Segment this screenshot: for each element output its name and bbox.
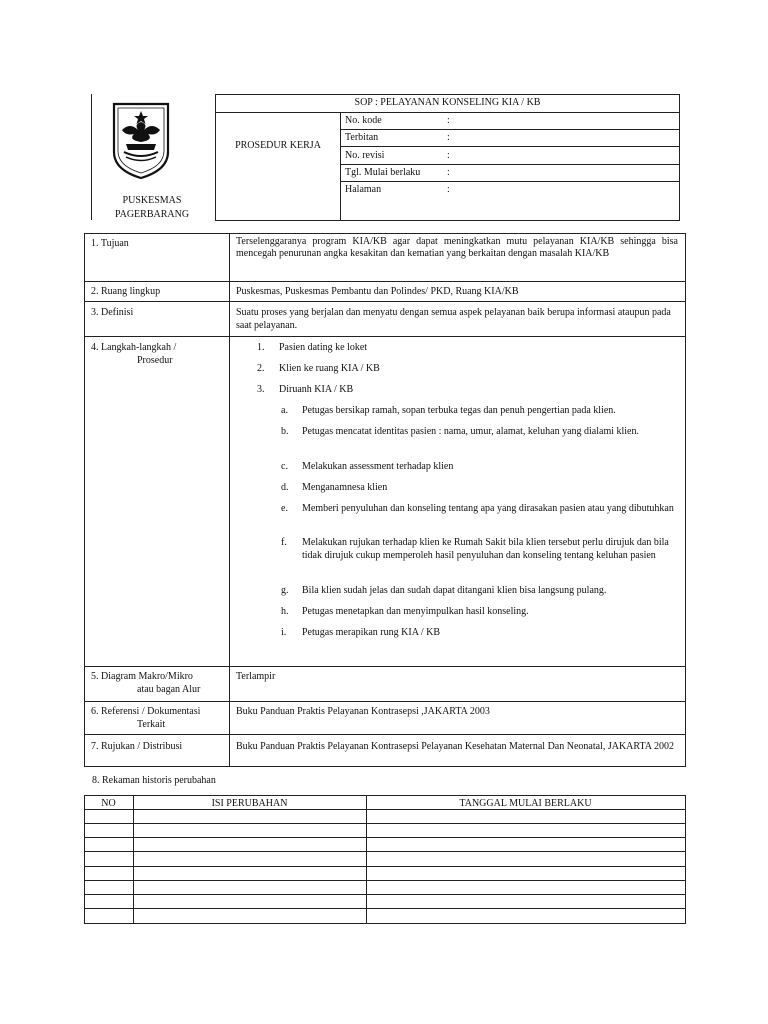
table-left-border <box>84 233 85 766</box>
history-row-line <box>84 823 686 824</box>
substep-letter: e. <box>281 503 288 514</box>
table-right-border <box>685 233 686 766</box>
substep-text: Bila klien sudah jelas dan sudah dapat ditangani klien bisa langsung pulang. <box>302 585 607 596</box>
header-col-border-1 <box>215 94 216 221</box>
section-title: PROSEDUR KERJA <box>235 140 321 151</box>
label-referensi-sub: Terkait <box>137 719 166 730</box>
substep-text: Menganamnesa klien <box>302 482 388 493</box>
meta-row-divider <box>340 181 680 182</box>
label-langkah: 4. Langkah-langkah / <box>91 342 177 353</box>
label-diagram-sub: atau bagan Alur <box>137 684 201 695</box>
sop-title: SOP : PELAYANAN KONSELING KIA / KB <box>354 97 541 108</box>
label-definisi: 3. Definisi <box>91 307 134 318</box>
label-referensi: 6. Referensi / Dokumentasi <box>91 706 201 717</box>
meta-sep: : <box>447 115 450 126</box>
header-right-border <box>679 94 680 221</box>
header-divider <box>215 112 680 113</box>
org-name-line2: PAGERBARANG <box>114 209 190 220</box>
substep-letter: h. <box>281 606 289 617</box>
meta-sep: : <box>447 184 450 195</box>
step-number: 3. <box>257 384 265 395</box>
history-left-border <box>84 795 85 924</box>
history-row-line <box>84 851 686 852</box>
row-divider <box>84 734 686 735</box>
row-divider <box>84 281 686 282</box>
history-row-line <box>84 837 686 838</box>
text-ruang-lingkup: Puskesmas, Puskesmas Pembantu dan Polindes/ PKD, Ruang KIA/KB <box>236 286 519 297</box>
row-divider <box>84 666 686 667</box>
history-col-divider <box>133 795 134 924</box>
table-col-divider <box>229 233 230 766</box>
meta-label-halaman: Halaman <box>345 184 382 195</box>
step-text: Klien ke ruang KIA / KB <box>279 363 380 374</box>
history-right-border <box>685 795 686 924</box>
step-number: 1. <box>257 342 265 353</box>
history-row-line <box>84 795 686 796</box>
text-referensi: Buku Panduan Praktis Pelayanan Kontrasepsi ,JAKARTA 2003 <box>236 706 490 717</box>
history-title: 8. Rekaman historis perubahan <box>92 775 216 786</box>
substep-text: Petugas merapikan rung KIA / KB <box>302 627 441 638</box>
step-text: Pasien dating ke loket <box>279 342 368 353</box>
step-number: 2. <box>257 363 265 374</box>
substep-text: Melakukan rujukan terhadap klien ke Rumah Sakit bila klien tersebut perlu dirujuk dan bila tidak dirujuk cukup memperoleh hasil penyuluhan dan konseling tentang keluhan pasien <box>302 537 669 561</box>
substep-letter: d. <box>281 482 289 493</box>
text-rujukan: Buku Panduan Praktis Pelayanan Kontrasepsi Pelayanan Kesehatan Maternal Dan Neonatal, JAKARTA 2002 <box>236 741 674 752</box>
text-diagram: Terlampir <box>236 671 276 682</box>
header-left-border <box>91 94 92 220</box>
history-row-line <box>84 866 686 867</box>
row-divider <box>84 301 686 302</box>
step-text: Diruanh KIA / KB <box>279 384 354 395</box>
meta-sep: : <box>447 150 450 161</box>
meta-sep: : <box>447 132 450 143</box>
meta-label-no-kode: No. kode <box>345 115 382 126</box>
substep-letter: i. <box>281 627 287 638</box>
label-rujukan: 7. Rujukan / Distribusi <box>91 741 183 752</box>
org-name-line1: PUSKESMAS <box>122 195 182 206</box>
row-divider <box>84 701 686 702</box>
substep-text: Petugas menetapkan dan menyimpulkan hasil konseling. <box>302 606 529 617</box>
meta-row-divider <box>340 164 680 165</box>
history-header-no: NO <box>101 798 116 809</box>
substep-letter: b. <box>281 426 289 437</box>
row-divider <box>84 336 686 337</box>
history-row-line <box>84 894 686 895</box>
history-header-isi: ISI PERUBAHAN <box>211 798 288 809</box>
substep-letter: g. <box>281 585 289 596</box>
history-header-tanggal: TANGGAL MULAI BERLAKU <box>459 798 592 809</box>
meta-row-divider <box>340 146 680 147</box>
meta-row-divider <box>340 129 680 130</box>
history-row-line <box>84 908 686 909</box>
meta-label-no-revisi: No. revisi <box>345 150 385 161</box>
header-bottom-border <box>215 220 680 221</box>
text-definisi: Suatu proses yang berjalan dan menyatu dengan semua aspek pelayanan baik berupa informasi ataupun pada saat pelayanan. <box>236 307 671 331</box>
substep-text: Petugas mencatat identitas pasien : nama, umur, alamat, keluhan yang dialami klien. <box>302 426 639 437</box>
meta-sep: : <box>447 167 450 178</box>
label-ruang-lingkup: 2. Ruang lingkup <box>91 286 161 297</box>
history-col-divider <box>366 795 367 924</box>
header-top-border <box>215 94 680 95</box>
substep-text: Melakukan assessment terhadap klien <box>302 461 454 472</box>
history-row-line <box>84 923 686 924</box>
label-prosedur: Prosedur <box>137 355 173 366</box>
meta-label-terbitan: Terbitan <box>345 132 379 143</box>
label-diagram: 5. Diagram Makro/Mikro <box>91 671 193 682</box>
substep-letter: c. <box>281 461 288 472</box>
label-tujuan: 1. Tujuan <box>91 238 129 249</box>
text-tujuan: Terselenggaranya program KIA/KB agar dapat meningkatkan mutu pelayanan KIA/KB sehingga bisa mencegah penurunan angka kesakitan dan kematian yang berkaitan dengan masalah KIA/KB <box>236 236 678 259</box>
table-top-border <box>84 233 686 234</box>
substep-text: Memberi penyuluhan dan konseling tentang apa yang dirasakan pasien atau yang dibutuhkan <box>302 503 674 514</box>
substep-letter: f. <box>281 537 287 548</box>
seal-logo-icon <box>108 100 174 180</box>
meta-label-tgl-mulai: Tgl. Mulai berlaku <box>345 167 421 178</box>
history-row-line <box>84 880 686 881</box>
table-bottom-border <box>84 766 686 767</box>
substep-text: Petugas bersikap ramah, sopan terbuka tegas dan penuh pengertian pada klien. <box>302 405 616 416</box>
substep-letter: a. <box>281 405 288 416</box>
